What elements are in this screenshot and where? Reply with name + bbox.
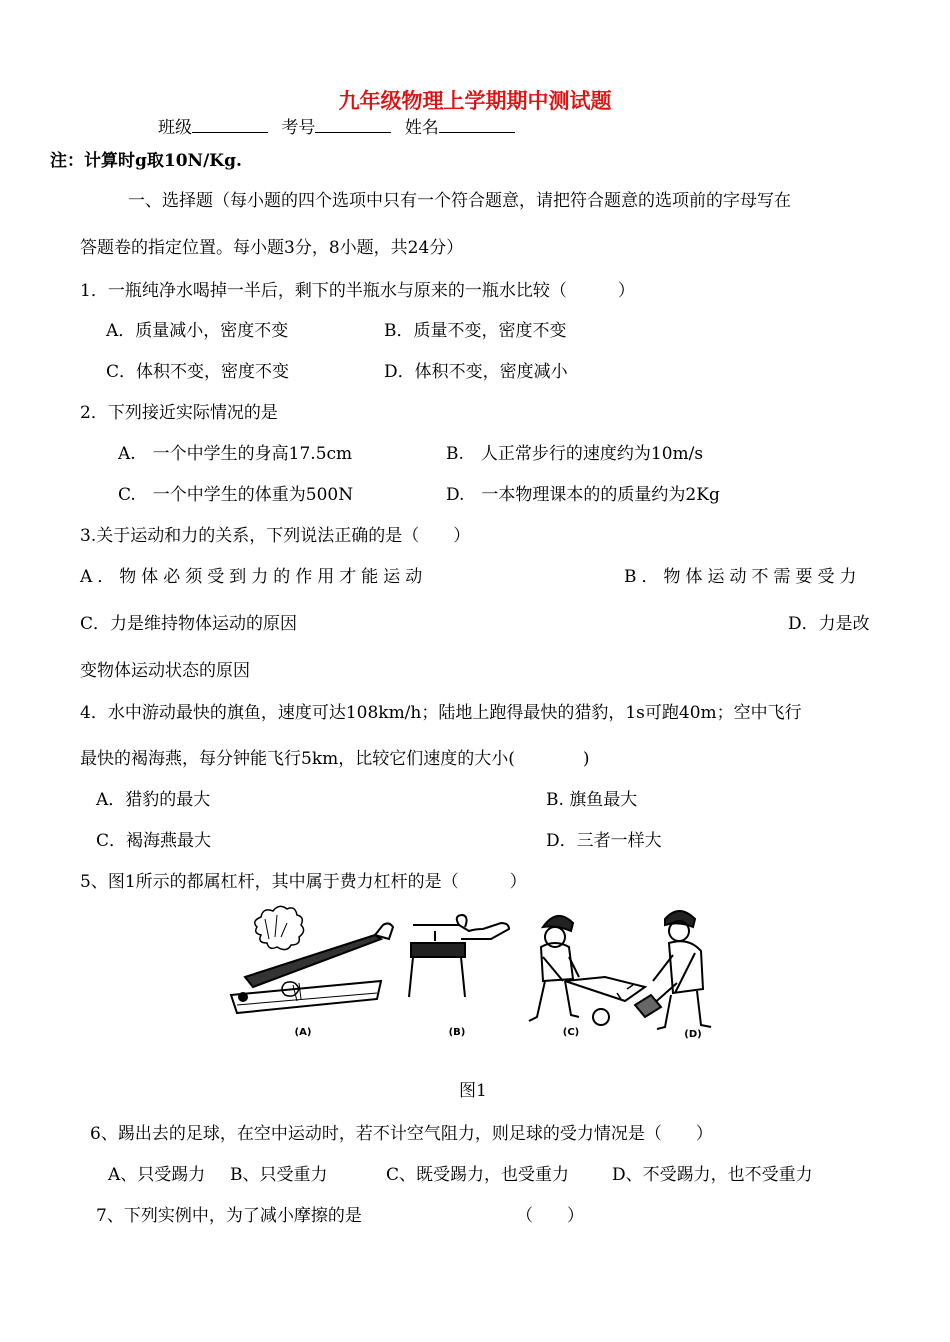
question-4-stem: 4．水中游动最快的旗鱼，速度可达108km/h；陆地上跑得最快的猎豹，1s可跑40m；空中飞行 — [80, 703, 802, 723]
question-4-option-b: B. 旗鱼最大 — [546, 790, 638, 810]
question-3-option-d-continued: 变物体运动状态的原因 — [80, 661, 250, 681]
question-6-option-d: D、不受踢力，也不受重力 — [612, 1165, 813, 1185]
figure-label-b: (B) — [448, 1027, 466, 1038]
class-label: 班级 — [158, 118, 192, 138]
name-label: 姓名 — [404, 118, 439, 138]
question-6-option-a: A、只受踢力 — [108, 1165, 206, 1185]
question-1-stem: 1．一瓶纯净水喝掉一半后，剩下的半瓶水与原来的一瓶水比较（ ） — [80, 281, 635, 301]
question-4-option-c: C．褐海燕最大 — [96, 831, 212, 851]
exam-number-blank[interactable] — [315, 116, 391, 133]
name-blank[interactable] — [439, 116, 515, 133]
question-3-option-b: B．物体运动不需要受力 — [624, 567, 862, 587]
lever-illustrations — [225, 905, 725, 1045]
figure-caption: 图1 — [459, 1081, 487, 1101]
question-1-option-c: C．体积不变，密度不变 — [106, 362, 290, 382]
question-4-stem-continued: 最快的褐海燕，每分钟能飞行5km，比较它们速度的大小( ) — [80, 749, 590, 769]
page-title: 九年级物理上学期期中测试题 — [338, 88, 612, 113]
question-6-option-c: C、既受踢力，也受重力 — [386, 1165, 570, 1185]
student-info-line — [158, 116, 515, 139]
question-2-option-c: C. 一个中学生的体重为500N — [118, 485, 354, 505]
question-2-option-d: D. 一本物理课本的的质量约为2Kg — [446, 485, 720, 505]
question-3-option-c: C．力是维持物体运动的原因 — [80, 614, 298, 634]
shovel-illustration — [635, 911, 711, 1029]
exam-number-label: 考号 — [281, 118, 316, 138]
section-instructions-2: 答题卷的指定位置。每小题3分，8小题，共24分） — [80, 238, 464, 258]
question-1-option-d: D．体积不变，密度减小 — [384, 362, 568, 382]
figure-label-a: (A) — [294, 1027, 312, 1038]
question-7-stem: 7、下列实例中，为了减小摩擦的是 — [96, 1206, 362, 1226]
question-1-option-b: B．质量不变，密度不变 — [384, 321, 567, 341]
question-2-option-a: A. 一个中学生的身高17.5cm — [118, 444, 353, 464]
note: 注：计算时g取10N/Kg. — [50, 151, 242, 171]
nutcracker-illustration — [409, 915, 509, 997]
wheelbarrow-illustration — [529, 916, 645, 1025]
question-7-answer-bracket: （ ） — [516, 1206, 584, 1226]
question-3-option-d: D．力是改 — [788, 614, 870, 634]
question-5-stem: 5、图1所示的都属杠杆，其中属于费力杠杆的是（ ） — [80, 872, 527, 892]
question-3-stem: 3.关于运动和力的关系，下列说法正确的是（ ） — [80, 526, 471, 546]
section-instructions-1: 一、选择题（每小题的四个选项中只有一个符合题意，请把符合题意的选项前的字母写在 — [128, 191, 791, 211]
question-4-option-d: D．三者一样大 — [546, 831, 662, 851]
question-1-option-a: A．质量减小，密度不变 — [106, 321, 289, 341]
question-4-option-a: A．猎豹的最大 — [96, 790, 211, 810]
class-blank[interactable] — [192, 116, 268, 133]
question-6-stem: 6、踢出去的足球，在空中运动时，若不计空气阻力，则足球的受力情况是（ ） — [90, 1124, 713, 1144]
question-2-option-b: B. 人正常步行的速度约为10m/s — [446, 444, 704, 464]
figure-label-d: (D) — [684, 1029, 702, 1040]
question-6-option-b: B、只受重力 — [230, 1165, 328, 1185]
branch-cutter-illustration — [231, 906, 393, 1013]
question-3-option-a: A．物体必须受到力的作用才能运动 — [80, 567, 428, 587]
figure-label-c: (C) — [562, 1027, 580, 1038]
lever-figure — [225, 905, 725, 1045]
question-2-stem: 2．下列接近实际情况的是 — [80, 403, 278, 423]
